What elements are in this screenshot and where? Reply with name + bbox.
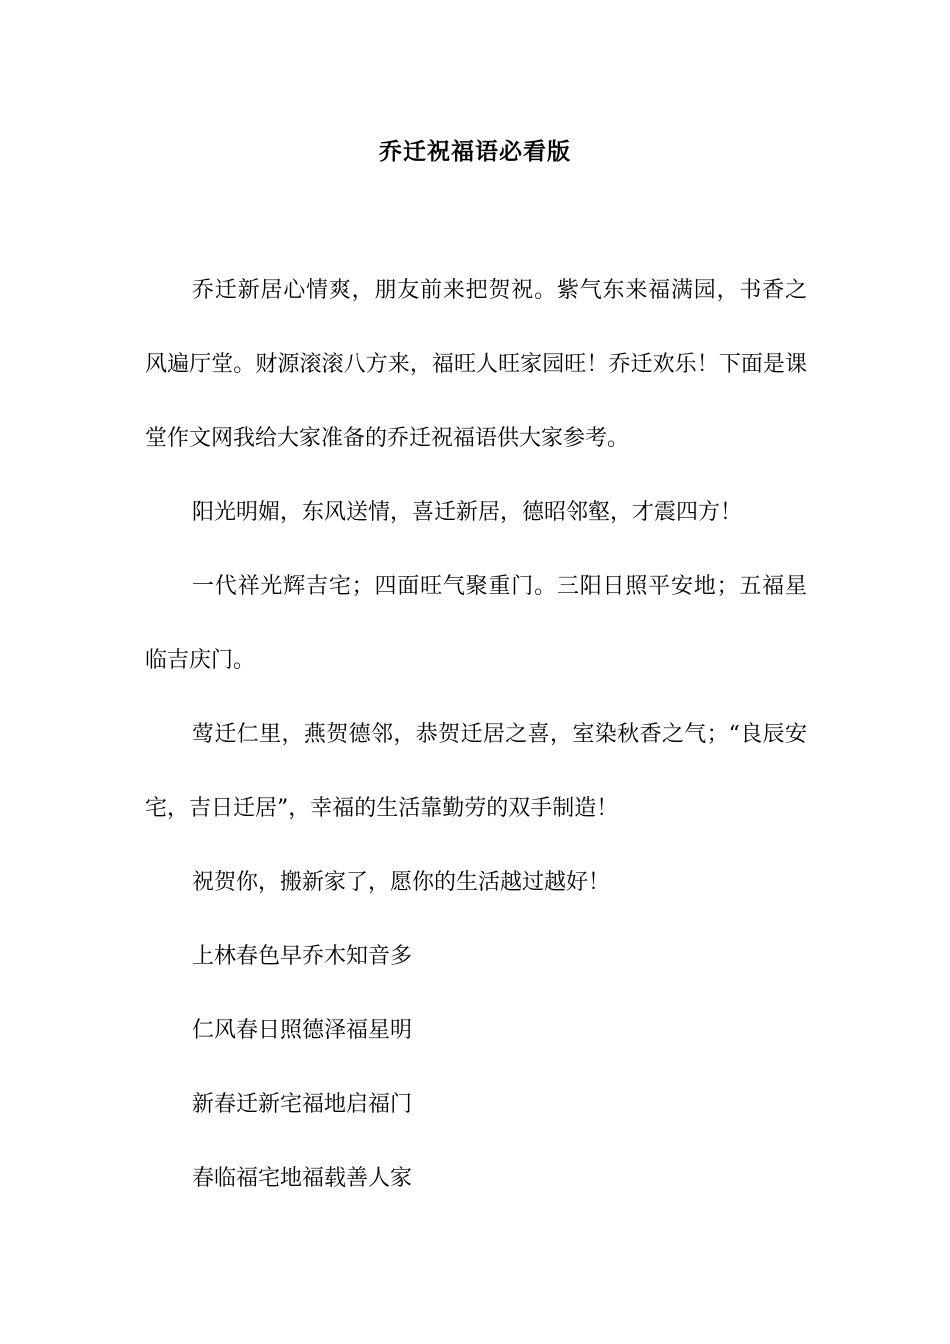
- paragraph-wish-4: 祝贺你，搬新家了，愿你的生活越过越好！: [192, 870, 611, 895]
- paragraph-intro: 乔迁新居心情爽，朋友前来把贺祝。紫气东来福满园，书香之风遍厅堂。财源滚滚八方来，福旺人旺家园旺！乔迁欢乐！下面是课堂作文网我给大家准备的乔迁祝福语供大家参考。: [145, 278, 807, 451]
- paragraph-wish-2: 一代祥光辉吉宅；四面旺气聚重门。三阳日照平安地；五福星临吉庆门。: [145, 574, 807, 673]
- couplet-line: 仁风春日照德泽福星明: [192, 1018, 413, 1043]
- document-title: 乔迁祝福语必看版: [379, 138, 571, 165]
- document-body: [145, 254, 807, 1216]
- paragraph-wish-1: 阳光明媚，东风送情，喜迁新居，德昭邻壑，才震四方！: [192, 500, 743, 525]
- couplet-line: 上林春色早乔木知音多: [192, 944, 413, 969]
- couplet-line: 春临福宅地福载善人家: [192, 1166, 413, 1191]
- couplet-line: 新春迁新宅福地启福门: [192, 1092, 413, 1117]
- paragraph-wish-3: 莺迁仁里，燕贺德邻，恭贺迁居之喜，室染秋香之气；“良辰安宅，吉日迁居”，幸福的生活靠勤劳的双手制造！: [145, 722, 807, 821]
